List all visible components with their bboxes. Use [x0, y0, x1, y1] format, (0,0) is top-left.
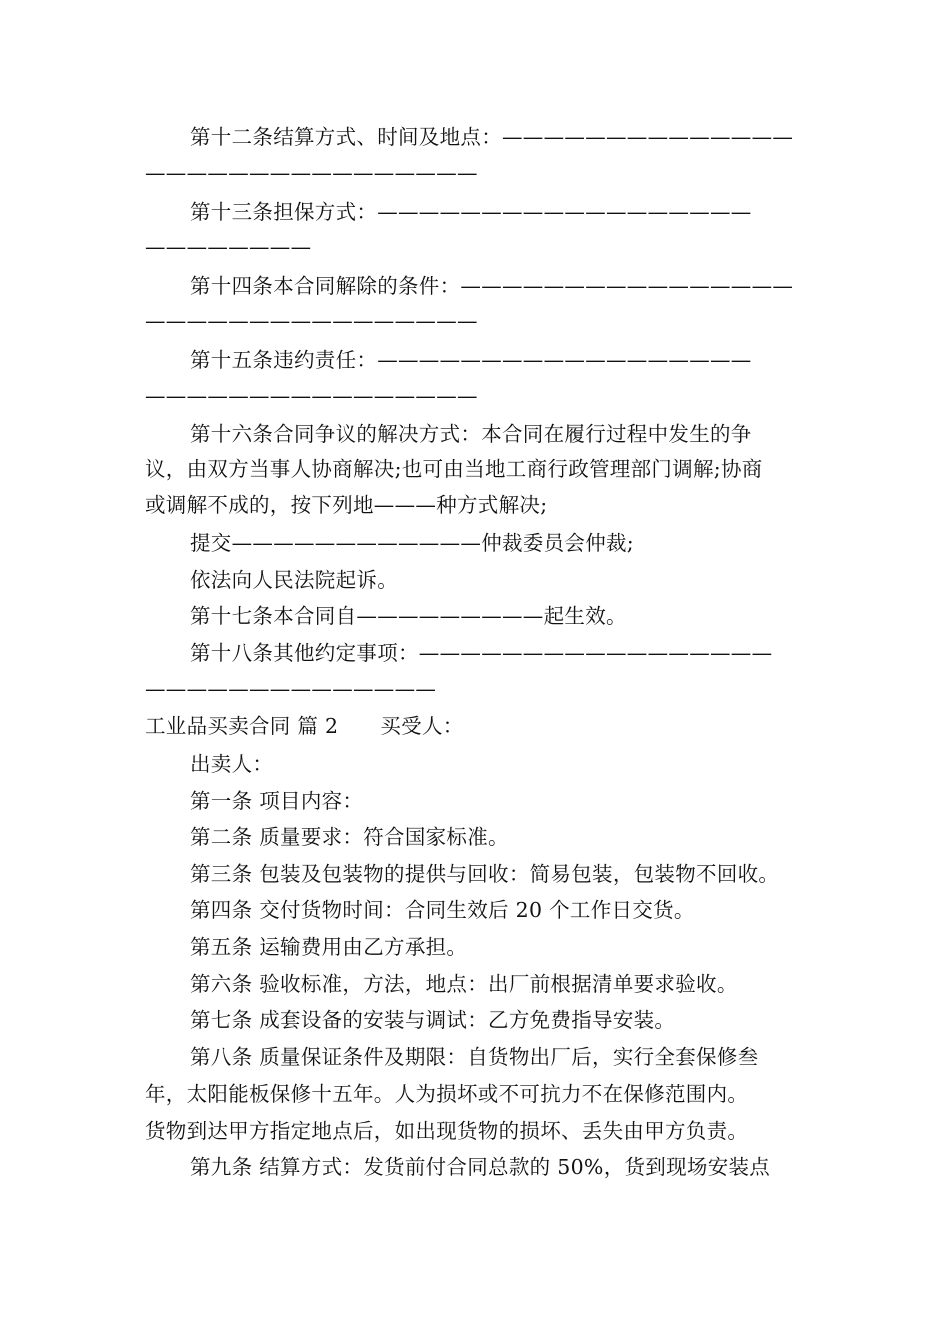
article-16-line-1: 第十六条合同争议的解决方式：本合同在履行过程中发生的争 — [190, 422, 752, 446]
buyer-label: 买受人： — [380, 714, 464, 738]
article-13-line-2: ———————— — [145, 235, 312, 259]
clause-3: 第三条 包装及包装物的提供与回收：简易包装，包装物不回收。 — [190, 862, 780, 886]
article-16-option-1: 提交————————————仲裁委员会仲裁; — [190, 531, 635, 555]
clause-4: 第四条 交付货物时间：合同生效后 20 个工作日交货。 — [190, 898, 695, 922]
clause-8-line-1: 第八条 质量保证条件及期限：自货物出厂后，实行全套保修叁 — [190, 1045, 759, 1069]
article-12-line-1: 第十二条结算方式、时间及地点：—————————————— — [190, 125, 794, 149]
clause-2: 第二条 质量要求：符合国家标准。 — [190, 825, 509, 849]
article-15-line-1: 第十五条违约责任：—————————————————— — [190, 348, 752, 372]
article-18-line-1: 第十八条其他约定事项：————————————————— — [190, 641, 773, 665]
clause-6: 第六条 验收标准，方法，地点：出厂前根据清单要求验收。 — [190, 972, 738, 996]
clause-8-line-3: 货物到达甲方指定地点后，如出现货物的损坏、丢失由甲方负责。 — [145, 1119, 749, 1143]
seller-label: 出卖人： — [190, 752, 274, 776]
contract-2-heading-row — [145, 713, 810, 739]
clause-9-line-1: 第九条 结算方式：发货前付合同总款的 50%，货到现场安装点 — [190, 1155, 771, 1179]
article-18-line-2: —————————————— — [145, 677, 437, 701]
clause-1: 第一条 项目内容： — [190, 789, 364, 813]
article-14-line-2: ———————————————— — [145, 309, 478, 333]
clause-8-line-2: 年，太阳能板保修十五年。人为损坏或不可抗力不在保修范围内。 — [145, 1082, 749, 1106]
clause-5: 第五条 运输费用由乙方承担。 — [190, 935, 468, 959]
article-16-line-3: 或调解不成的，按下列地———种方式解决; — [145, 493, 548, 517]
article-13-line-1: 第十三条担保方式：—————————————————— — [190, 200, 752, 224]
article-16-option-2: 依法向人民法院起诉。 — [190, 568, 398, 592]
article-12-line-2: ———————————————— — [145, 161, 478, 185]
article-16-line-2: 议，由双方当事人协商解决;也可由当地工商行政管理部门调解;协商 — [145, 457, 763, 481]
article-14-line-1: 第十四条本合同解除的条件：———————————————— — [190, 274, 794, 298]
article-15-line-2: ———————————————— — [145, 384, 478, 408]
clause-7: 第七条 成套设备的安装与调试：乙方免费指导安装。 — [190, 1008, 676, 1032]
contract-2-title: 工业品买卖合同 篇 2 — [145, 714, 339, 738]
article-17-line: 第十七条本合同自—————————起生效。 — [190, 604, 627, 628]
